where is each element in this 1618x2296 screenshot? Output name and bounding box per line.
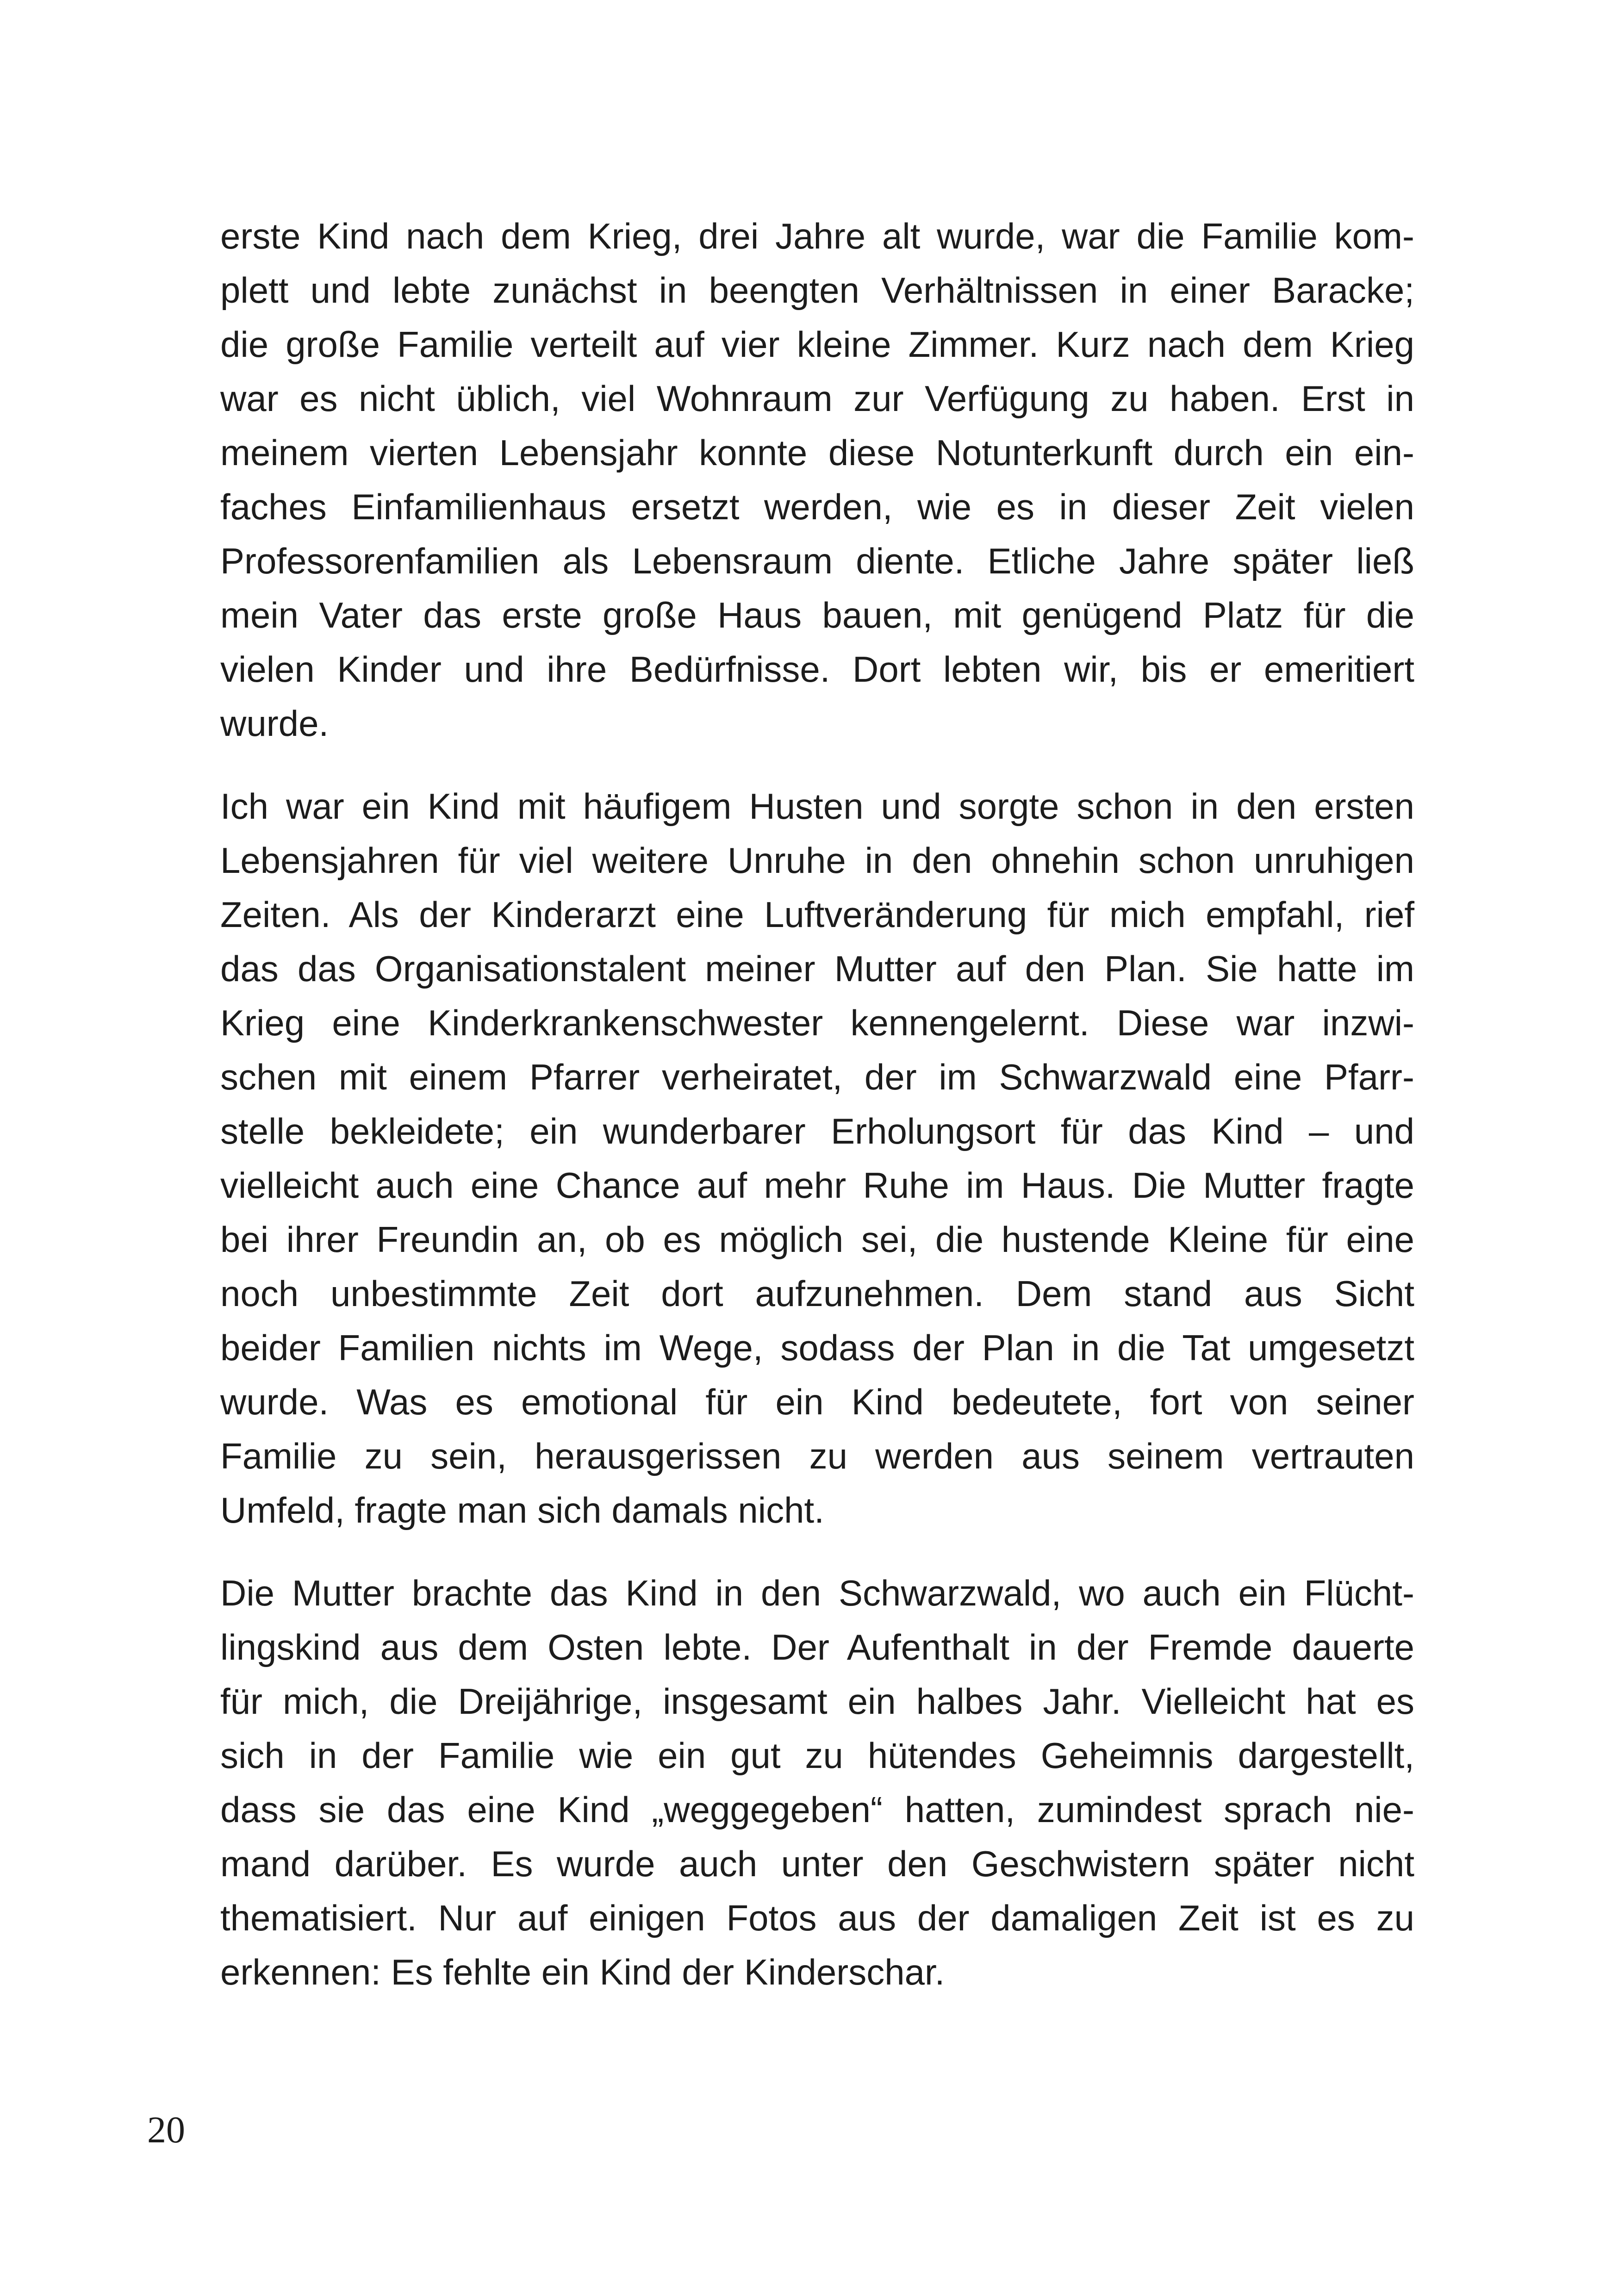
text-line: Familie zu sein, herausgerissen zu werden aus seinem vertrauten (220, 1436, 1414, 1476)
text-line: schen mit einem Pfarrer verheiratet, der im Schwarzwald eine Pfarr- (220, 1057, 1414, 1097)
text-line: wurde. (220, 703, 329, 744)
text-line: thematisiert. Nur auf einigen Fotos aus der damaligen Zeit ist es zu (220, 1898, 1414, 1938)
text-line: faches Einfamilienhaus ersetzt werden, wie es in dieser Zeit vielen (220, 486, 1414, 527)
text-line: mein Vater das erste große Haus bauen, mit genügend Platz für die (220, 595, 1414, 635)
text-line: Krieg eine Kinderkrankenschwester kennengelernt. Diese war inzwi- (220, 1002, 1414, 1043)
text-line: vielen Kinder und ihre Bedürfnisse. Dort lebten wir, bis er emeritiert (220, 649, 1414, 690)
paragraph (220, 209, 1414, 751)
text-line: dass sie das eine Kind „weggegeben“ hatten, zumindest sprach nie- (220, 1789, 1414, 1830)
paragraph (220, 1566, 1414, 1999)
text-line: Professorenfamilien als Lebensraum diente. Etliche Jahre später ließ (220, 541, 1414, 581)
text-line: plett und lebte zunächst in beengten Verhältnissen in einer Baracke; (220, 270, 1414, 311)
text-line: wurde. Was es emotional für ein Kind bedeutete, fort von seiner (220, 1381, 1414, 1422)
text-line: Umfeld, fragte man sich damals nicht. (220, 1490, 824, 1531)
text-line: war es nicht üblich, viel Wohnraum zur Verfügung zu haben. Erst in (220, 378, 1414, 419)
text-line: bei ihrer Freundin an, ob es möglich sei, die hustende Kleine für eine (220, 1219, 1414, 1260)
text-line: die große Familie verteilt auf vier kleine Zimmer. Kurz nach dem Krieg (220, 324, 1414, 365)
text-line: vielleicht auch eine Chance auf mehr Ruhe im Haus. Die Mutter fragte (220, 1165, 1414, 1206)
text-line: Lebensjahren für viel weitere Unruhe in den ohnehin schon unruhigen (220, 840, 1414, 881)
text-line: Die Mutter brachte das Kind in den Schwarzwald, wo auch ein Flücht- (220, 1573, 1414, 1613)
text-line: für mich, die Dreijährige, insgesamt ein halbes Jahr. Vielleicht hat es (220, 1681, 1414, 1722)
text-line: das das Organisationstalent meiner Mutter auf den Plan. Sie hatte im (220, 948, 1414, 989)
text-line: meinem vierten Lebensjahr konnte diese Notunterkunft durch ein ein- (220, 432, 1414, 473)
text-line: sich in der Familie wie ein gut zu hütendes Geheimnis dargestellt, (220, 1735, 1414, 1776)
text-line: erkennen: Es fehlte ein Kind der Kinderschar. (220, 1952, 945, 1992)
text-line: stelle bekleidete; ein wunderbarer Erholungsort für das Kind – und (220, 1111, 1414, 1151)
text-line: Ich war ein Kind mit häufigem Husten und sorgte schon in den ersten (220, 786, 1414, 827)
page-number: 20 (147, 2109, 185, 2151)
text-line: noch unbestimmte Zeit dort aufzunehmen. Dem stand aus Sicht (220, 1273, 1414, 1314)
paragraph (220, 779, 1414, 1537)
text-line: erste Kind nach dem Krieg, drei Jahre alt wurde, war die Familie kom- (220, 216, 1414, 256)
text-line: Zeiten. Als der Kinderarzt eine Luftveränderung für mich empfahl, rief (220, 894, 1414, 935)
text-line: lingskind aus dem Osten lebte. Der Aufenthalt in der Fremde dauerte (220, 1627, 1414, 1668)
text-line: beider Familien nichts im Wege, sodass der Plan in die Tat umgesetzt (220, 1327, 1414, 1368)
body-text (220, 209, 1414, 1999)
text-line: mand darüber. Es wurde auch unter den Geschwistern später nicht (220, 1843, 1414, 1884)
